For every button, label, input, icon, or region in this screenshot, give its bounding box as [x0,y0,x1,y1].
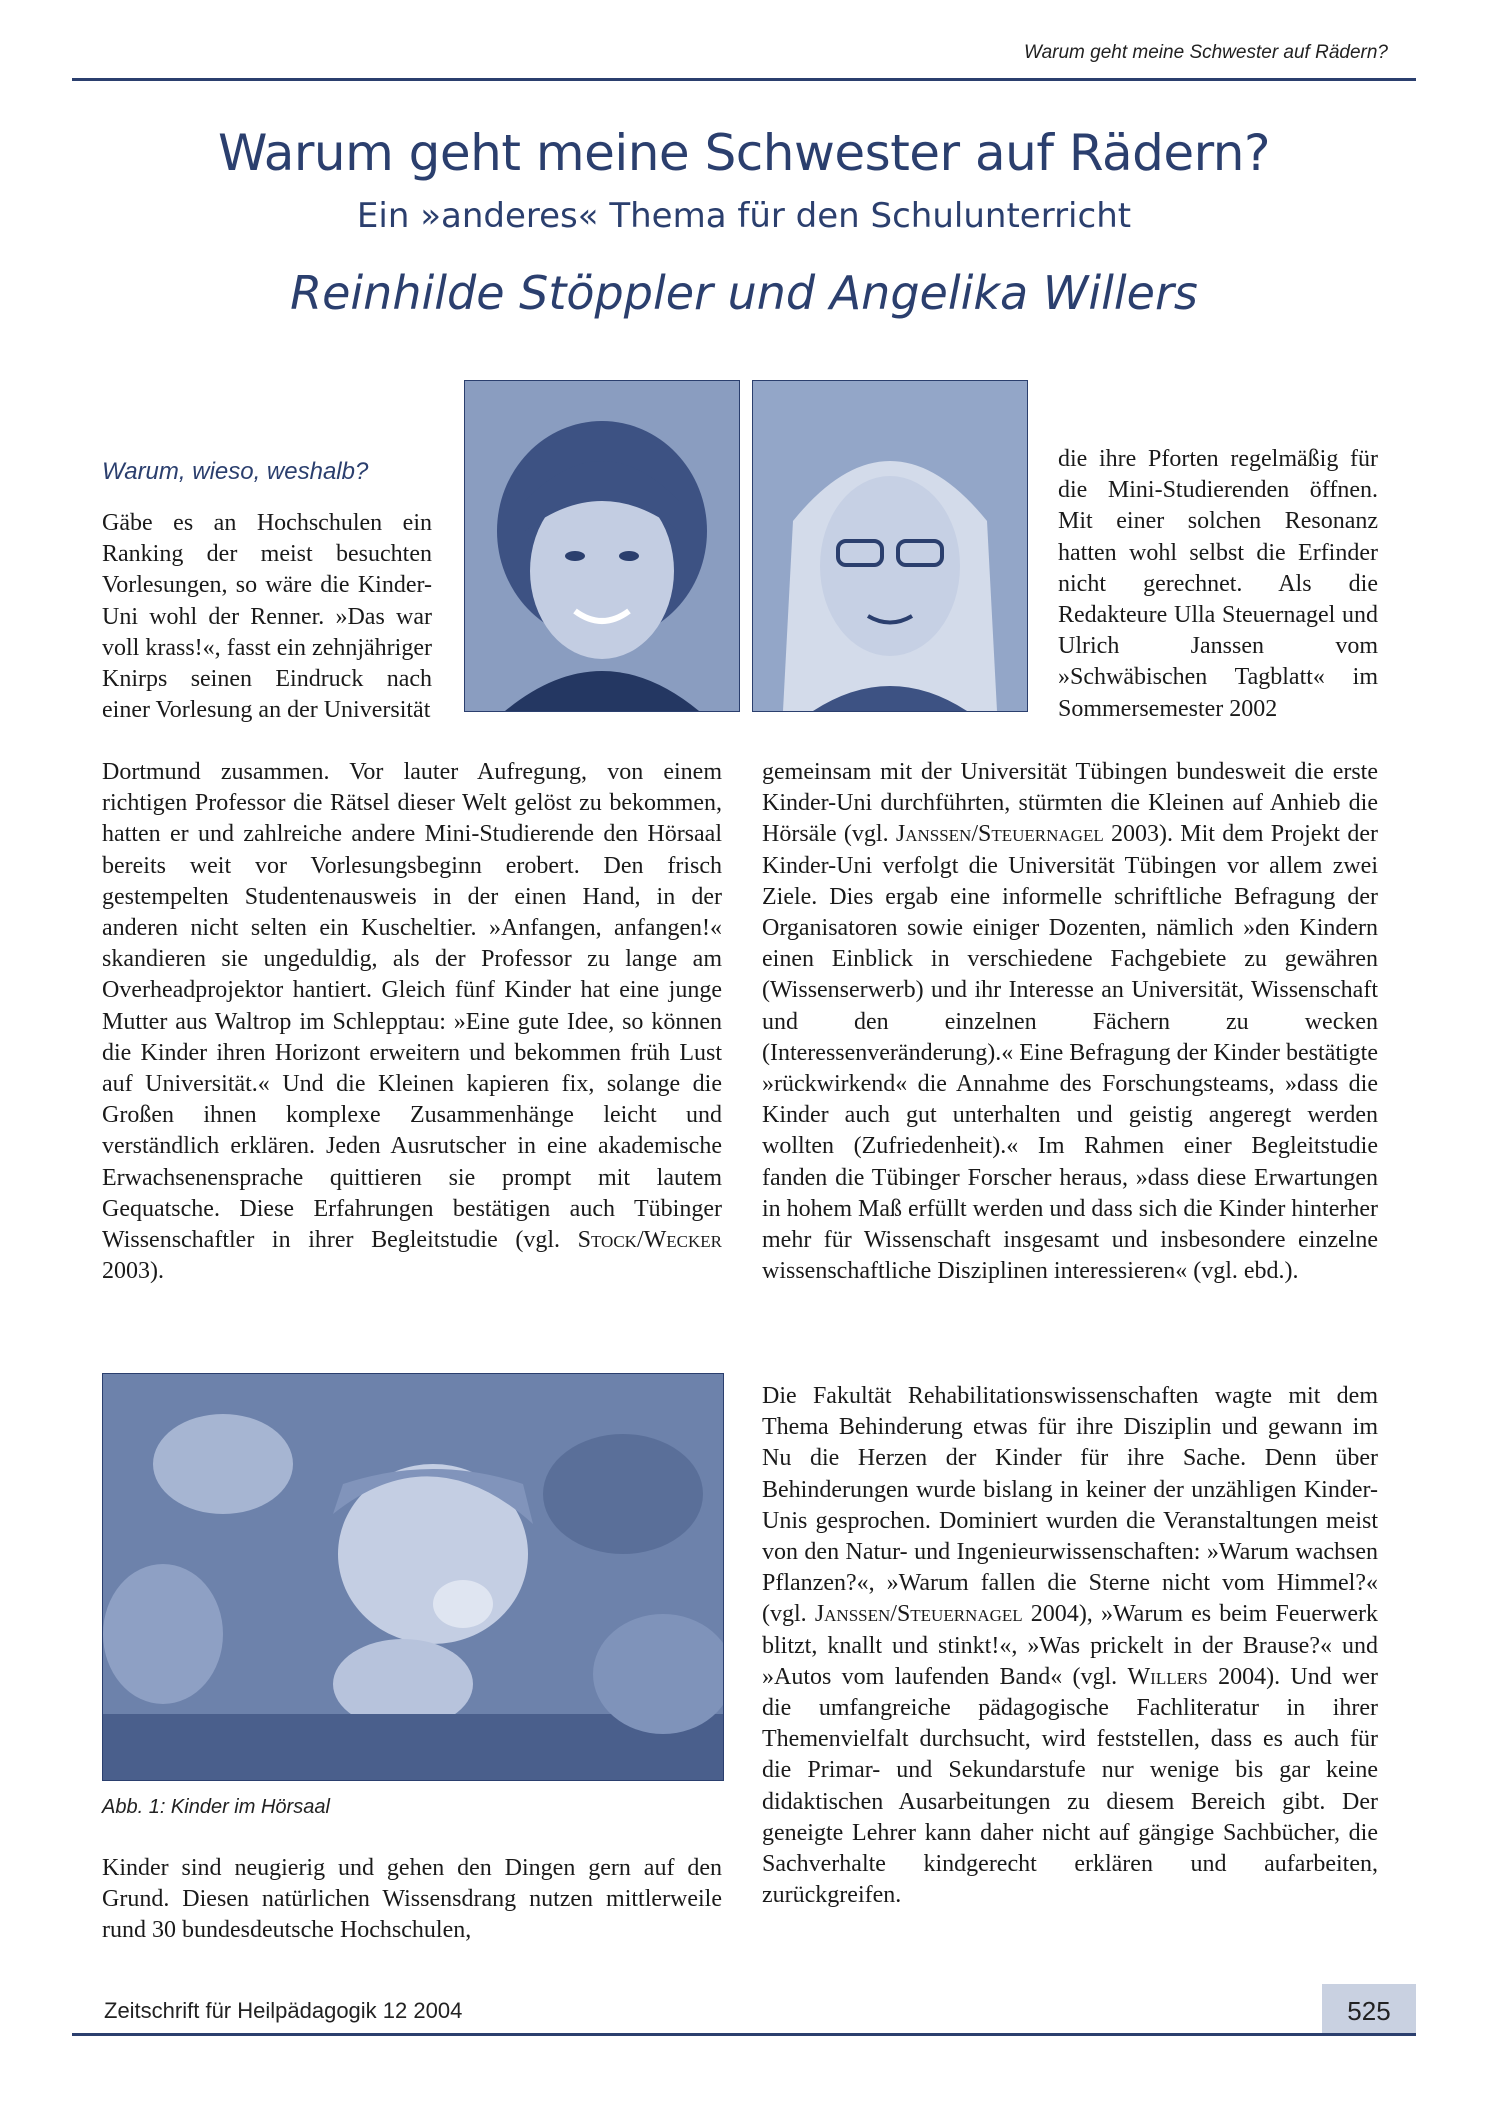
footer-journal: Zeitschrift für Heilpädagogik 12 2004 [104,1998,463,2023]
header-rule [72,78,1416,81]
lecture-hall-photo [102,1373,724,1781]
author-photo-1 [464,380,740,712]
body-paragraph-col1 [102,757,722,1287]
text-run: gemeinsam mit der Universität Tübingen bundesweit die erste Kinder-Uni durchführten, stürmten die Kleinen auf Anhieb die Hörsäle (vgl. [762,759,1378,848]
author-photo-2 [752,380,1028,712]
body-paragraph-col2-wrap: die ihre Pforten regelmäßig für die Mini-Studierenden öffnen. Mit einer solchen Resonanz hatten wohl selbst die Erfinder nicht gerechnet. Als die Redakteure Ulla Steuernagel und Ulrich Janssen vom »Schwäbischen Tagblatt« im Sommersemester 2002 [1058,446,1378,722]
citation: Janssen/Steuernagel 2003 [895,821,1159,848]
text-run: ). Mit dem Projekt der Kinder-Uni verfolgt die Universität Tübingen vor allem zwei Ziele. Dies ergab eine informelle schriftliche Befragung der Organisatoren sowie einiger Dozenten, nämlich »den Kindern einen Einblick in verschiedene Fachgebiete zu gewähren (Wissenserwerb) und ihr Interesse an Universität, Wissenschaft und den einzelnen Fächern zu wecken (Interessenveränderung).« Eine Befragung der Kinder bestätigte »rückwirkend« die Annahme des Forschungsteams, »dass die Kinder auch gut unterhalten und geistig angeregt werden wollten (Zufriedenheit).« Im Rahmen einer Begleitstudie fanden die Tübinger Forscher heraus, »dass diese Erwartungen in hohem Maß erfüllt werden und dass sich die Kinder hinterher mehr für Wissenschaft insgesamt und insbesondere einzelne wissenschaftliche Disziplinen interessieren« (vgl. ebd.). [762,821,1379,1285]
article-subtitle: Ein »anderes« Thema für den Schulunterricht [356,196,1132,236]
body-paragraph-col2-second [762,1381,1378,1911]
text-run: ). [150,1258,164,1285]
page-number: 525 [1347,1996,1391,2026]
text-run: ), »Warum es beim Feuerwerk blitzt, knallt und stinkt!«, »Was prickelt in der Brause?« und »Autos vom laufenden Band« (vgl. [762,1601,1379,1690]
footer-rule [72,2033,1416,2036]
text-run: ). Und wer die umfangreiche pädagogische Fachliteratur in ihrer Themenvielfalt durchsucht, wird feststellen, dass es auch für die Primar- und Sekundarstufe nur wenige bis gar keine didaktischen Ausarbeitungen zu diesem Bereich gibt. Der geneigte Lehrer kann daher nicht auf gängige Sachbücher, die Sachverhalte kindgerecht erklären und aufarbeiten, zurückgreifen. [762,1663,1378,1909]
text-run: Die Fakultät Rehabilitationswissenschaften wagte mit dem Thema Behinderung etwas für ihre Disziplin und gewann im Nu die Herzen der Kinder für ihre Sache. Denn über Behinderungen wurde bislang in keiner der unzähligen Kinder-Unis gesprochen. Dominiert wurden die Veranstaltungen meist von den Natur- und Ingenieurwissenschaften: »Warum wachsen Pflanzen?«, »Warum fallen die Sterne nicht vom Himmel?« (vgl. [762,1383,1378,1628]
article-authors: Reinhilde Stöppler und Angelika Willers [290,266,1198,320]
running-head: Warum geht meine Schwester auf Rädern? [1024,42,1388,63]
text-run: Dortmund zusammen. Vor lauter Aufregung, von einem richtigen Professor die Rätsel dieser Welt gelöst zu bekommen, hatten er und zahlreiche andere Mini-Studierende den Hörsaal bereits weit vor Vorlesungsbeginn erobert. Den frisch gestempelten Studentenausweis in der einen Hand, in der anderen nicht selten ein Kuscheltier. »Anfangen, anfangen!« skandieren sie ungeduldig, als der Professor zu lange am Overheadprojektor hantiert. Gleich fünf Kinder hat eine junge Mutter aus Waltrop im Schlepptau: »Eine gute Idee, so können die Kinder ihren Horizont erweitern und bekommen früh Lust auf Universität.« Und die Kleinen kapieren fix, solange die Großen ihnen komplexe Zusammenhänge leicht und verständlich erklären. Jeden Ausrutscher in eine akademische Erwachsenensprache quittieren sie prompt mit lautem Gequatsche. Diese Erfahrungen bestätigen auch Tübinger Wissenschaftler in ihrer Begleitstudie (vgl. [102,759,722,1254]
figure-caption: Abb. 1: Kinder im Hörsaal [102,1796,330,1818]
article-title: Warum geht meine Schwester auf Rädern? [217,124,1271,182]
section-heading: Warum, wieso, weshalb? [102,458,369,485]
citation: Janssen/Steuernagel 2004 [814,1601,1079,1628]
body-paragraph-col1-bottom: Kinder sind neugierig und gehen den Dingen gern auf den Grund. Diesen natürlichen Wissensdrang nutzen mittlerweile rund 30 bundesdeutsche Hochschulen, [102,1855,722,1944]
body-paragraph-intro: Gäbe es an Hochschulen ein Ranking der meist besuchten Vorlesungen, so wäre die Kinder-Uni wohl der Renner. »Das war voll krass!«, fasst ein zehnjähriger Knirps seinen Eindruck nach einer Vorlesung an der Universität [102,510,432,724]
body-paragraph-col2 [762,757,1378,1287]
citation: Stock/Wecker 2003 [102,1227,722,1285]
citation: Willers 2004 [1127,1663,1267,1690]
